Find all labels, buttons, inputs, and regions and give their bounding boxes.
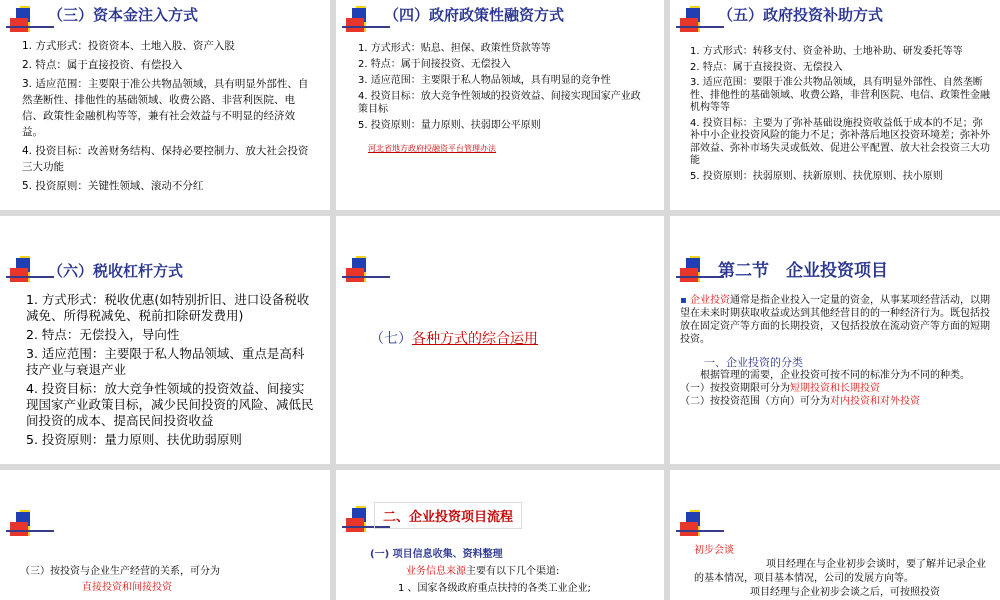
logo-icon xyxy=(6,6,50,38)
document-link[interactable]: 河北省地方政府投融资平台管理办法 xyxy=(368,144,496,153)
slide-thumbnail[interactable] xyxy=(336,0,664,210)
subheading: (一) 项目信息收集、资料整理 xyxy=(370,549,503,560)
slide-title: （六）税收杠杆方式 xyxy=(48,262,184,280)
paragraph: 业务信息来源主要有以下几个渠道: xyxy=(406,566,560,577)
list-item: 1. 方式形式：税收优惠(如特别折旧、进口设备税收减免、所得税减免、税前扣除研发费用) xyxy=(26,292,310,323)
list-item: 1 、国家各级政府重点扶持的各类工业企业; xyxy=(398,583,591,594)
list-item: 1. 方式形式：贴息、担保、政策性贷款等等 xyxy=(358,43,551,54)
list-item: 5. 投资原则：关键性领域、滚动不分红 xyxy=(22,180,204,192)
paragraph: 项目经理在与企业初步会谈时，要了解并记录企业的基本情况，项目基本情况，公司的发展方向等。 xyxy=(694,559,986,584)
logo-icon xyxy=(342,6,386,38)
logo-icon xyxy=(342,256,386,288)
logo-icon xyxy=(676,510,720,542)
slide-title: 第二节 企业投资项目 xyxy=(718,261,888,281)
slide-thumbnail[interactable] xyxy=(0,0,330,210)
logo-icon xyxy=(6,256,50,288)
slide-thumbnail[interactable] xyxy=(336,470,664,600)
highlight-text: 直接投资和间接投资 xyxy=(82,582,172,593)
slide-title: （四）政府政策性融资方式 xyxy=(384,6,565,24)
list-item: 3. 适应范围：主要限于准公共物品领域，具有明显外部性、自然垄断性、排他性的基础领域、收费公路、非营利医院、电信、政策性金融机构等等，兼有社会效益与不明显的经济效益。 xyxy=(22,78,309,138)
slide-thumbnail[interactable] xyxy=(336,216,664,464)
list-item: 3. 适应范围：要限于准公共物品领域，具有明显外部性、自然垄断性、排他性的基础领域、收费公路，非营利医院、电信、政策性金融机构等等 xyxy=(690,77,990,113)
list-item: 4. 投资目标：放大竞争性领域的投资效益、间接实现国家产业政策目标 xyxy=(358,91,641,115)
list-item: 4. 投资目标：放大竞争性领域的投资效益、间接实现国家产业政策目标，减少民间投资的风险、减低民间投资的成本、提高民间投资收益 xyxy=(26,381,314,428)
list-item: 2. 特点：属于间接投资、无偿投入 xyxy=(358,59,511,70)
paragraph: （三）按投资与企业生产经营的关系，可分为 xyxy=(20,566,220,577)
slide-thumbnail[interactable] xyxy=(670,0,1000,210)
list-item: 2. 特点：无偿投入，导向性 xyxy=(26,327,180,342)
slide-thumbnail[interactable] xyxy=(0,470,330,600)
list-item: 4. 投资目标：改善财务结构、保持必要控制力、放大社会投资三大功能 xyxy=(22,145,309,173)
list-item: （一）按投资期限可分为短期投资和长期投资 xyxy=(680,383,880,394)
paragraph: 根据管理的需要，企业投资可按不同的标准分为不同的种类。 xyxy=(700,370,970,381)
logo-icon xyxy=(676,256,720,288)
paragraph: ▪ 企业投资通常是指企业投入一定量的资金，从事某项经营活动，以期望在未来时期获取收益或达到其他经营目的的一种经济行为。既包括投放在固定资产等方面的长期投资，又包括投放在流动资产等方面的短期投资。 xyxy=(680,295,990,345)
list-item: 1. 方式形式：投资资本、土地入股、资产入股 xyxy=(22,40,235,52)
list-item: 5. 投资原则：量力原则、扶优助弱原则 xyxy=(26,432,242,447)
list-item: 5. 投资原则：量力原则、扶弱即公平原则 xyxy=(358,120,541,131)
list-item: 2. 特点：属于直接投资、无偿投入 xyxy=(690,61,843,73)
list-item: 3. 适应范围：主要限于私人物品领域，具有明显的竞争性 xyxy=(358,75,611,86)
list-item: 5. 投资原则：扶弱原则、扶新原则、扶优原则、扶小原则 xyxy=(690,170,943,182)
list-item: 3. 适应范围：主要限于私人物品领域、重点是高科技产业与衰退产业 xyxy=(26,346,305,377)
slide-thumbnail[interactable] xyxy=(0,216,330,464)
slide-thumbnail[interactable] xyxy=(670,216,1000,464)
paragraph: 项目经理与企业初步会谈之后，可按照投资 xyxy=(750,587,940,598)
section-prefix: （七） xyxy=(370,331,412,347)
section-link[interactable]: 各种方式的综合运用 xyxy=(412,331,538,347)
slide-title: （三）资本金注入方式 xyxy=(48,6,199,24)
slide-title: 初步会谈 xyxy=(694,545,734,556)
list-item: （二）按投资范围（方向）可分为对内投资和对外投资 xyxy=(680,396,920,407)
slide-thumbnail[interactable] xyxy=(670,470,1000,600)
slide-title: （五）政府投资补助方式 xyxy=(718,6,884,24)
list-item: 1. 方式形式：转移支付、资金补助、土地补助、研发委托等等 xyxy=(690,46,963,57)
slide-title: 二、企业投资项目流程 xyxy=(374,502,522,529)
subheading: 一、企业投资的分类 xyxy=(704,356,803,369)
list-item: 4. 投资目标：主要为了弥补基础设施投资收益低于成本的不足；弥补中小企业投资风险的能力不足；弥补落后地区投资环境差；弥补外部效益、弥补市场失灵或低效、促进公平配置、放大社会投资三大功能 xyxy=(690,117,990,166)
logo-icon xyxy=(6,510,50,542)
logo-icon xyxy=(676,6,720,38)
list-item: 2. 特点：属于直接投资、有偿投入 xyxy=(22,59,183,71)
